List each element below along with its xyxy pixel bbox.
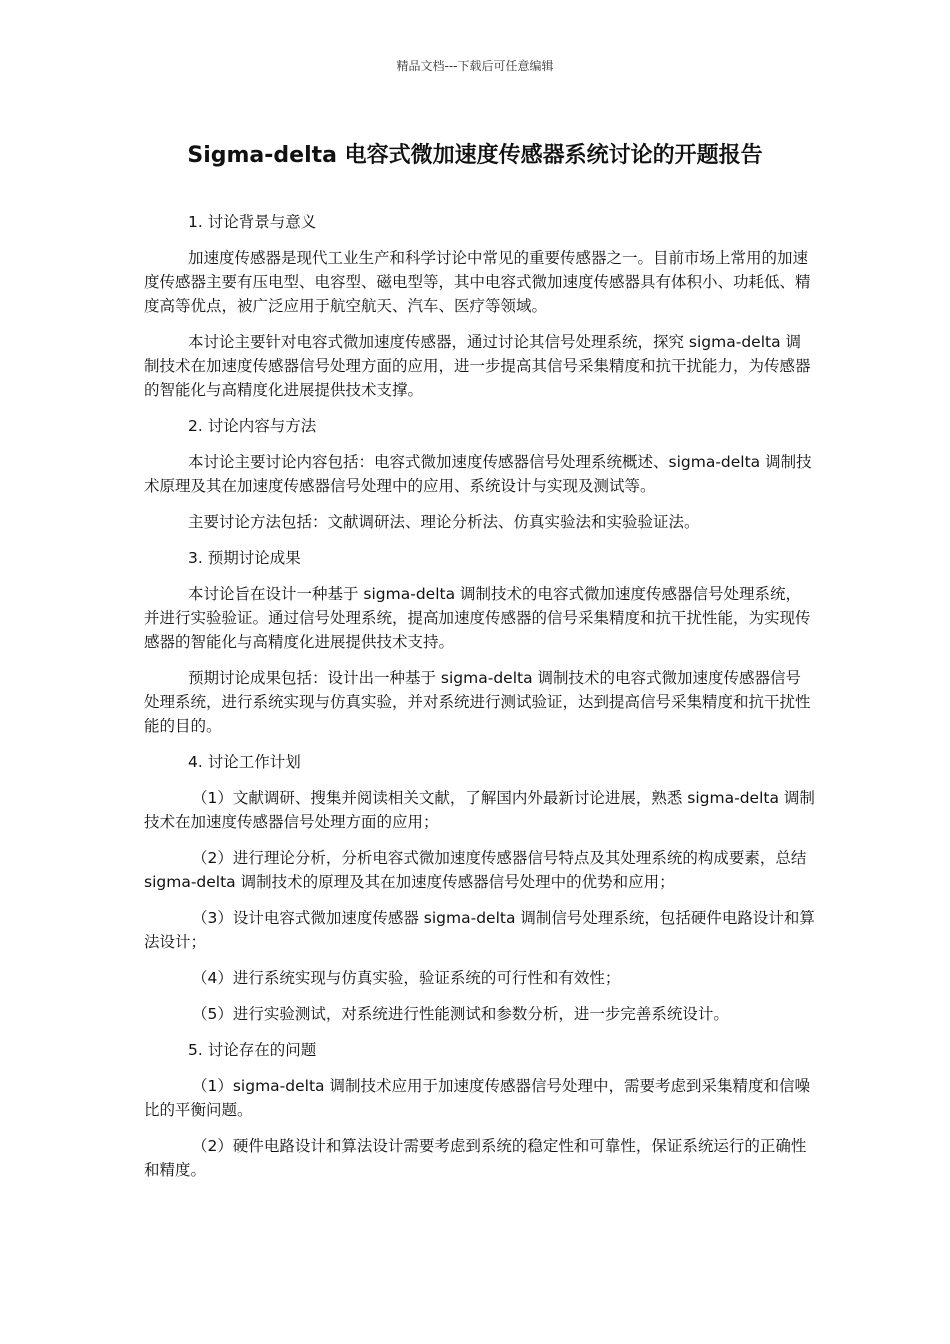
document-title: Sigma-delta 电容式微加速度传感器系统讨论的开题报告 <box>187 143 763 168</box>
section-heading: 3. 预期讨论成果 <box>188 549 301 567</box>
body-paragraph: 本讨论主要针对电容式微加速度传感器，通过讨论其信号处理系统，探究 sigma-delta 调制技术在加速度传感器信号处理方面的应用，进一步提高其信号采集精度和抗干扰能力，为传感器的智能化与高精度化进展提供技术支撑。 <box>144 333 811 399</box>
issue-item: （2）硬件电路设计和算法设计需要考虑到系统的稳定性和可靠性，保证系统运行的正确性和精度。 <box>144 1137 807 1179</box>
issue-item: （1）sigma-delta 调制技术应用于加速度传感器信号处理中，需要考虑到采集精度和信噪比的平衡问题。 <box>144 1077 810 1119</box>
section-heading: 5. 讨论存在的问题 <box>188 1041 317 1059</box>
plan-item: （5）进行实验测试，对系统进行性能测试和参数分析，进一步完善系统设计。 <box>192 1005 729 1023</box>
section-heading: 1. 讨论背景与意义 <box>188 213 317 231</box>
section-heading: 2. 讨论内容与方法 <box>188 417 317 435</box>
body-paragraph: 预期讨论成果包括：设计出一种基于 sigma-delta 调制技术的电容式微加速度传感器信号处理系统，进行系统实现与仿真实验，并对系统进行测试验证，达到提高信号采集精度和抗干扰性能的目的。 <box>144 669 811 735</box>
plan-item: （2）进行理论分析，分析电容式微加速度传感器信号特点及其处理系统的构成要素，总结 sigma-delta 调制技术的原理及其在加速度传感器信号处理中的优势和应用； <box>144 849 807 891</box>
body-paragraph: 加速度传感器是现代工业生产和科学讨论中常见的重要传感器之一。目前市场上常用的加速度传感器主要有压电型、电容型、磁电型等，其中电容式微加速度传感器具有体积小、功耗低、精度高等优点，被广泛应用于航空航天、汽车、医疗等领域。 <box>144 249 811 315</box>
body-paragraph: 主要讨论方法包括：文献调研法、理论分析法、仿真实验法和实验验证法。 <box>188 513 700 531</box>
plan-item: （4）进行系统实现与仿真实验，验证系统的可行性和有效性； <box>192 969 621 987</box>
body-paragraph: 本讨论主要讨论内容包括：电容式微加速度传感器信号处理系统概述、sigma-delta 调制技术原理及其在加速度传感器信号处理中的应用、系统设计与实现及测试等。 <box>144 453 812 495</box>
body-paragraph: 本讨论旨在设计一种基于 sigma-delta 调制技术的电容式微加速度传感器信号处理系统，并进行实验验证。通过信号处理系统，提高加速度传感器的信号采集精度和抗干扰性能，为实现传感器的智能化与高精度化进展提供技术支持。 <box>144 585 811 651</box>
section-heading: 4. 讨论工作计划 <box>188 753 301 771</box>
header-note: 精品文档---下载后可任意编辑 <box>396 59 554 73</box>
plan-item: （1）文献调研、搜集并阅读相关文献，了解国内外最新讨论进展，熟悉 sigma-delta 调制技术在加速度传感器信号处理方面的应用； <box>144 789 815 831</box>
document-body <box>144 210 816 1194</box>
plan-item: （3）设计电容式微加速度传感器 sigma-delta 调制信号处理系统，包括硬件电路设计和算法设计； <box>144 909 815 951</box>
